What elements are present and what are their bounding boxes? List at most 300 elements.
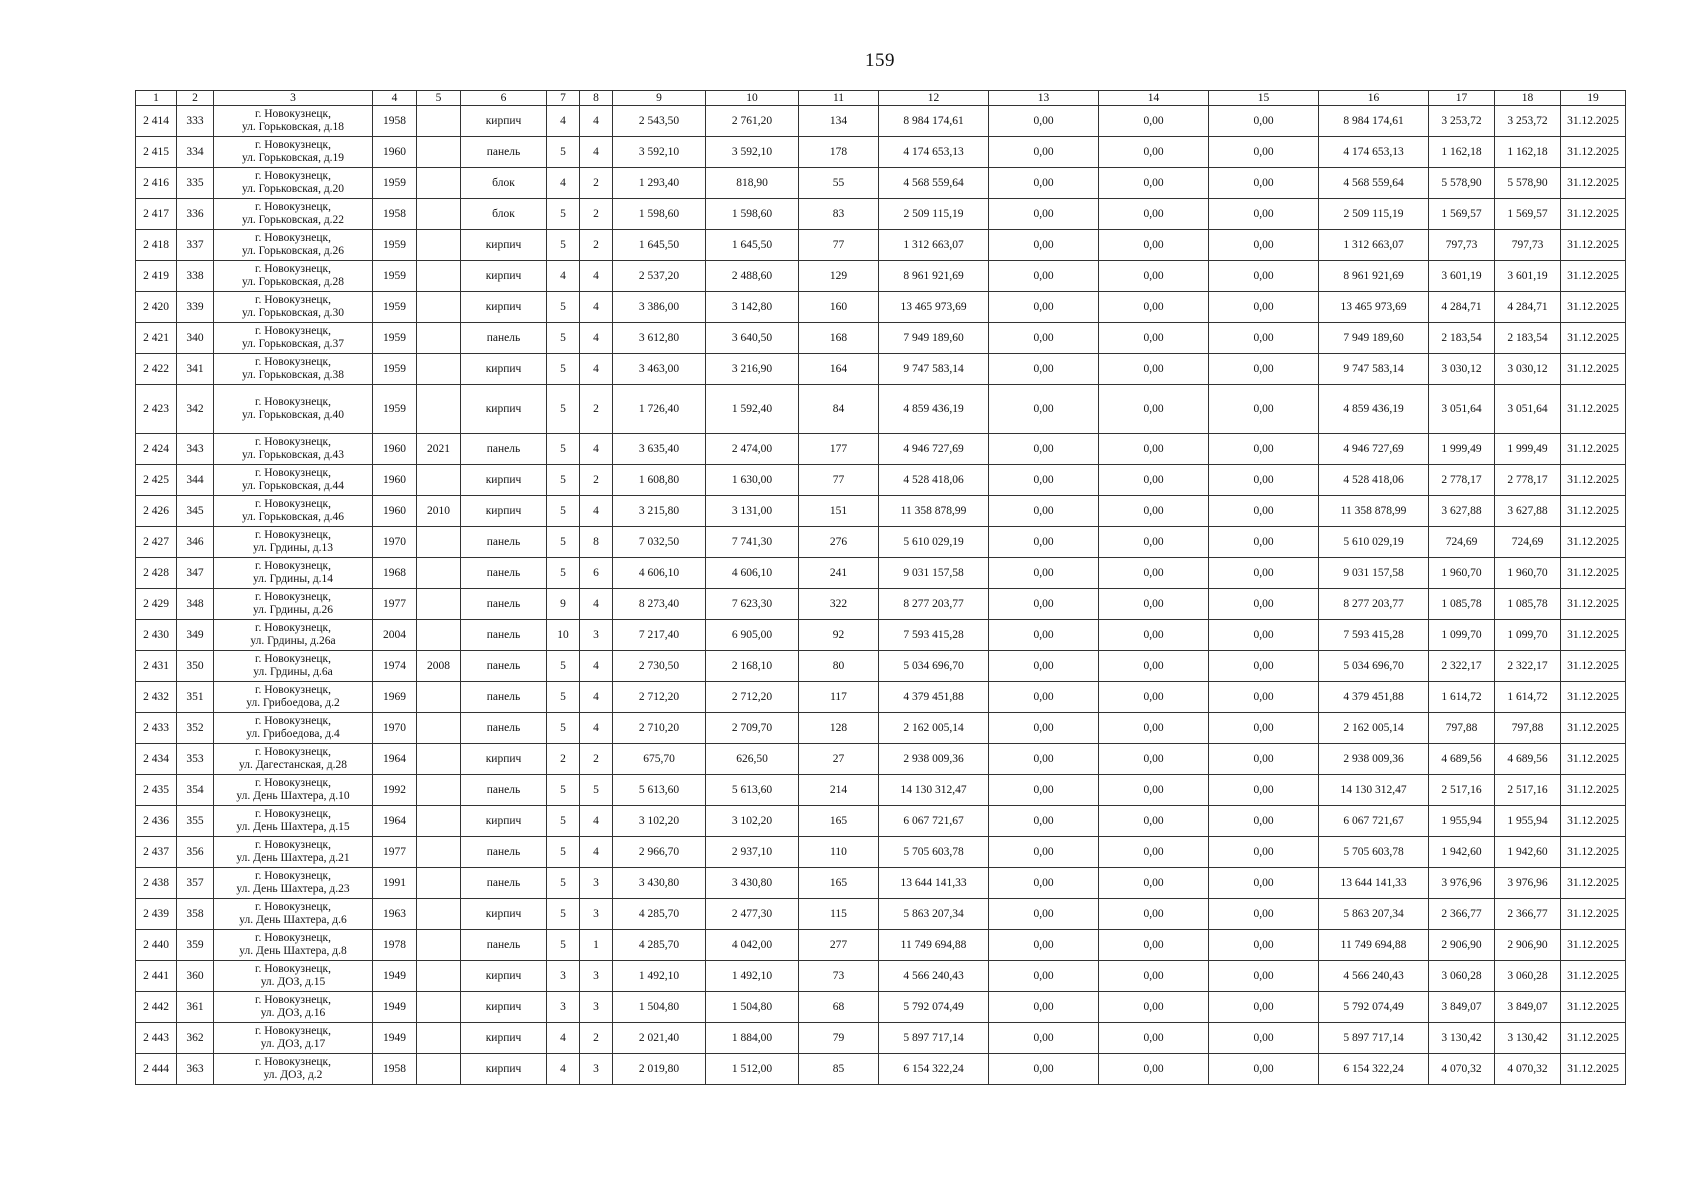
house-number-cell: 351 [177,682,214,713]
house-number-cell: 343 [177,434,214,465]
living-area-cell: 1 492,10 [706,961,799,992]
entrances-cell: 4 [580,261,613,292]
address-cell [214,230,373,261]
cost-col-15-cell: 0,00 [1209,1054,1319,1085]
deadline-date-cell: 31.12.2025 [1561,868,1626,899]
entrances-cell: 4 [580,137,613,168]
unit-cost-cell: 2 778,17 [1429,465,1495,496]
year-renovated-cell [417,261,461,292]
entrances-cell: 4 [580,354,613,385]
house-number-cell: 340 [177,323,214,354]
total-cost-cell: 6 154 322,24 [879,1054,989,1085]
wall-material-cell: кирпич [461,261,547,292]
address-street: ул. День Шахтера, д.10 [236,790,350,802]
living-area-cell: 2 761,20 [706,106,799,137]
cost-col-16-cell: 4 859 436,19 [1319,385,1429,434]
total-area-cell: 2 543,50 [613,106,706,137]
cost-col-13-cell: 0,00 [989,354,1099,385]
cost-col-16-cell: 2 938 009,36 [1319,744,1429,775]
unit-cost-cell: 3 030,12 [1429,354,1495,385]
residents-cell: 77 [799,230,879,261]
cost-col-16-cell: 8 984 174,61 [1319,106,1429,137]
floors-cell: 2 [547,744,580,775]
total-cost-cell: 1 312 663,07 [879,230,989,261]
address-city: г. Новокузнецк, [255,396,331,408]
max-unit-cost-cell: 4 070,32 [1495,1054,1561,1085]
floors-cell: 5 [547,199,580,230]
year-renovated-cell: 2010 [417,496,461,527]
column-header: 6 [461,91,547,106]
address-street: ул. ДОЗ, д.15 [260,976,326,988]
cost-col-14-cell: 0,00 [1099,137,1209,168]
living-area-cell: 2 488,60 [706,261,799,292]
max-unit-cost-cell: 3 130,42 [1495,1023,1561,1054]
deadline-date-cell: 31.12.2025 [1561,1023,1626,1054]
year-built-cell: 1960 [373,465,417,496]
floors-cell: 5 [547,496,580,527]
residents-cell: 117 [799,682,879,713]
house-number-cell: 337 [177,230,214,261]
living-area-cell: 1 645,50 [706,230,799,261]
floors-cell: 5 [547,385,580,434]
cost-col-13-cell: 0,00 [989,323,1099,354]
residents-cell: 84 [799,385,879,434]
total-area-cell: 3 592,10 [613,137,706,168]
deadline-date-cell: 31.12.2025 [1561,527,1626,558]
living-area-cell: 3 102,20 [706,806,799,837]
year-renovated-cell [417,292,461,323]
cost-col-13-cell: 0,00 [989,961,1099,992]
entrances-cell: 2 [580,230,613,261]
year-built-cell: 1963 [373,899,417,930]
cost-col-16-cell: 2 509 115,19 [1319,199,1429,230]
cost-col-16-cell: 11 358 878,99 [1319,496,1429,527]
house-number-cell: 358 [177,899,214,930]
address-cell [214,558,373,589]
deadline-date-cell: 31.12.2025 [1561,620,1626,651]
table-row [136,168,1626,199]
cost-col-14-cell: 0,00 [1099,992,1209,1023]
column-header: 17 [1429,91,1495,106]
max-unit-cost-cell: 1 614,72 [1495,682,1561,713]
house-number-cell: 344 [177,465,214,496]
cost-col-13-cell: 0,00 [989,713,1099,744]
address-street: ул. Горьковская, д.19 [241,152,345,164]
deadline-date-cell: 31.12.2025 [1561,899,1626,930]
address-street: ул. ДОЗ, д.16 [260,1007,326,1019]
wall-material-cell: панель [461,589,547,620]
total-cost-cell: 9 747 583,14 [879,354,989,385]
year-built-cell: 1958 [373,1054,417,1085]
total-area-cell: 3 430,80 [613,868,706,899]
floors-cell: 4 [547,168,580,199]
floors-cell: 5 [547,230,580,261]
address-cell [214,775,373,806]
wall-material-cell: кирпич [461,106,547,137]
address-street: ул. День Шахтера, д.23 [236,883,350,895]
max-unit-cost-cell: 3 060,28 [1495,961,1561,992]
cost-col-15-cell: 0,00 [1209,589,1319,620]
cost-col-16-cell: 6 067 721,67 [1319,806,1429,837]
page-number: 159 [865,50,895,71]
total-cost-cell: 7 949 189,60 [879,323,989,354]
unit-cost-cell: 3 627,88 [1429,496,1495,527]
max-unit-cost-cell: 2 517,16 [1495,775,1561,806]
row-number-cell: 2 414 [136,106,177,137]
table-row [136,199,1626,230]
year-built-cell: 1970 [373,527,417,558]
living-area-cell: 1 598,60 [706,199,799,230]
address-cell [214,385,373,434]
house-number-cell: 356 [177,837,214,868]
max-unit-cost-cell: 2 183,54 [1495,323,1561,354]
cost-col-14-cell: 0,00 [1099,961,1209,992]
row-number-cell: 2 441 [136,961,177,992]
living-area-cell: 4 042,00 [706,930,799,961]
unit-cost-cell: 1 162,18 [1429,137,1495,168]
house-number-cell: 359 [177,930,214,961]
year-built-cell: 1974 [373,651,417,682]
entrances-cell: 5 [580,775,613,806]
cost-col-16-cell: 7 593 415,28 [1319,620,1429,651]
address-street: ул. Дагестанская, д.28 [238,759,348,771]
max-unit-cost-cell: 3 627,88 [1495,496,1561,527]
unit-cost-cell: 3 849,07 [1429,992,1495,1023]
address-cell [214,137,373,168]
address-cell [214,168,373,199]
year-renovated-cell [417,899,461,930]
cost-col-15-cell: 0,00 [1209,496,1319,527]
entrances-cell: 4 [580,106,613,137]
cost-col-14-cell: 0,00 [1099,620,1209,651]
total-cost-cell: 13 644 141,33 [879,868,989,899]
wall-material-cell: панель [461,558,547,589]
entrances-cell: 4 [580,589,613,620]
total-cost-cell: 2 162 005,14 [879,713,989,744]
entrances-cell: 3 [580,992,613,1023]
cost-col-14-cell: 0,00 [1099,1054,1209,1085]
column-header: 11 [799,91,879,106]
year-built-cell: 1978 [373,930,417,961]
max-unit-cost-cell: 1 999,49 [1495,434,1561,465]
wall-material-cell: панель [461,527,547,558]
address-city: г. Новокузнецк, [255,1056,331,1068]
cost-col-15-cell: 0,00 [1209,775,1319,806]
year-built-cell: 1977 [373,837,417,868]
cost-col-14-cell: 0,00 [1099,651,1209,682]
column-header: 10 [706,91,799,106]
total-cost-cell: 7 593 415,28 [879,620,989,651]
residents-cell: 151 [799,496,879,527]
cost-col-15-cell: 0,00 [1209,323,1319,354]
wall-material-cell: панель [461,651,547,682]
year-built-cell: 1959 [373,385,417,434]
year-renovated-cell [417,682,461,713]
address-city: г. Новокузнецк, [255,1025,331,1037]
table-row [136,465,1626,496]
row-number-cell: 2 432 [136,682,177,713]
max-unit-cost-cell: 3 051,64 [1495,385,1561,434]
row-number-cell: 2 426 [136,496,177,527]
total-area-cell: 7 032,50 [613,527,706,558]
cost-col-16-cell: 13 465 973,69 [1319,292,1429,323]
year-renovated-cell [417,137,461,168]
house-number-cell: 354 [177,775,214,806]
cost-col-13-cell: 0,00 [989,1023,1099,1054]
max-unit-cost-cell: 4 284,71 [1495,292,1561,323]
cost-col-15-cell: 0,00 [1209,744,1319,775]
cost-col-14-cell: 0,00 [1099,496,1209,527]
year-built-cell: 1959 [373,261,417,292]
residents-cell: 177 [799,434,879,465]
cost-col-16-cell: 1 312 663,07 [1319,230,1429,261]
floors-cell: 5 [547,558,580,589]
table-row [136,1054,1626,1085]
table-body [136,106,1626,1085]
year-renovated-cell [417,868,461,899]
year-built-cell: 1958 [373,106,417,137]
cost-col-13-cell: 0,00 [989,682,1099,713]
unit-cost-cell: 3 060,28 [1429,961,1495,992]
year-built-cell: 1949 [373,1023,417,1054]
cost-col-16-cell: 9 031 157,58 [1319,558,1429,589]
address-street: ул. День Шахтера, д.8 [239,945,347,957]
cost-col-16-cell: 8 961 921,69 [1319,261,1429,292]
living-area-cell: 3 142,80 [706,292,799,323]
house-number-cell: 362 [177,1023,214,1054]
entrances-cell: 4 [580,837,613,868]
address-cell [214,261,373,292]
house-number-cell: 361 [177,992,214,1023]
residents-cell: 276 [799,527,879,558]
address-street: ул. Грдины, д.6а [253,666,333,678]
cost-col-13-cell: 0,00 [989,137,1099,168]
address-cell [214,354,373,385]
address-city: г. Новокузнецк, [255,870,331,882]
cost-col-13-cell: 0,00 [989,992,1099,1023]
cost-col-16-cell: 2 162 005,14 [1319,713,1429,744]
address-street: ул. Грдины, д.26 [252,604,334,616]
row-number-cell: 2 434 [136,744,177,775]
entrances-cell: 4 [580,434,613,465]
living-area-cell: 3 592,10 [706,137,799,168]
year-renovated-cell [417,930,461,961]
cost-col-13-cell: 0,00 [989,558,1099,589]
max-unit-cost-cell: 3 849,07 [1495,992,1561,1023]
year-built-cell: 1992 [373,775,417,806]
max-unit-cost-cell: 4 689,56 [1495,744,1561,775]
max-unit-cost-cell: 5 578,90 [1495,168,1561,199]
floors-cell: 5 [547,837,580,868]
wall-material-cell: кирпич [461,992,547,1023]
entrances-cell: 8 [580,527,613,558]
cost-col-14-cell: 0,00 [1099,806,1209,837]
cost-col-15-cell: 0,00 [1209,465,1319,496]
max-unit-cost-cell: 1 955,94 [1495,806,1561,837]
unit-cost-cell: 1 569,57 [1429,199,1495,230]
address-street: ул. Горьковская, д.46 [241,511,345,523]
total-area-cell: 3 386,00 [613,292,706,323]
entrances-cell: 2 [580,744,613,775]
table-row [136,261,1626,292]
unit-cost-cell: 5 578,90 [1429,168,1495,199]
cost-col-15-cell: 0,00 [1209,651,1319,682]
row-number-cell: 2 440 [136,930,177,961]
deadline-date-cell: 31.12.2025 [1561,961,1626,992]
address-cell [214,292,373,323]
table-row [136,527,1626,558]
house-number-cell: 357 [177,868,214,899]
total-area-cell: 2 730,50 [613,651,706,682]
address-city: г. Новокузнецк, [255,715,331,727]
max-unit-cost-cell: 1 960,70 [1495,558,1561,589]
cost-col-13-cell: 0,00 [989,434,1099,465]
entrances-cell: 2 [580,168,613,199]
cost-col-14-cell: 0,00 [1099,354,1209,385]
row-number-cell: 2 431 [136,651,177,682]
address-cell [214,1054,373,1085]
floors-cell: 5 [547,434,580,465]
address-city: г. Новокузнецк, [255,436,331,448]
table-row [136,354,1626,385]
cost-col-16-cell: 5 610 029,19 [1319,527,1429,558]
cost-col-13-cell: 0,00 [989,261,1099,292]
address-cell [214,106,373,137]
column-header: 15 [1209,91,1319,106]
living-area-cell: 1 884,00 [706,1023,799,1054]
total-area-cell: 5 613,60 [613,775,706,806]
row-number-cell: 2 416 [136,168,177,199]
table-row [136,713,1626,744]
address-city: г. Новокузнецк, [255,591,331,603]
total-cost-cell: 6 067 721,67 [879,806,989,837]
table-row [136,106,1626,137]
deadline-date-cell: 31.12.2025 [1561,465,1626,496]
year-built-cell: 1959 [373,354,417,385]
year-built-cell: 1959 [373,323,417,354]
address-cell [214,434,373,465]
deadline-date-cell: 31.12.2025 [1561,323,1626,354]
deadline-date-cell: 31.12.2025 [1561,992,1626,1023]
max-unit-cost-cell: 1 569,57 [1495,199,1561,230]
floors-cell: 5 [547,868,580,899]
address-street: ул. Горьковская, д.30 [241,307,345,319]
wall-material-cell: панель [461,323,547,354]
total-area-cell: 2 019,80 [613,1054,706,1085]
residents-cell: 128 [799,713,879,744]
total-area-cell: 2 712,20 [613,682,706,713]
table-row [136,620,1626,651]
address-city: г. Новокузнецк, [255,263,331,275]
row-number-cell: 2 433 [136,713,177,744]
deadline-date-cell: 31.12.2025 [1561,496,1626,527]
wall-material-cell: кирпич [461,496,547,527]
wall-material-cell: панель [461,434,547,465]
unit-cost-cell: 4 284,71 [1429,292,1495,323]
address-city: г. Новокузнецк, [255,653,331,665]
unit-cost-cell: 1 955,94 [1429,806,1495,837]
cost-col-16-cell: 5 705 603,78 [1319,837,1429,868]
floors-cell: 5 [547,292,580,323]
year-built-cell: 1977 [373,589,417,620]
table-row [136,496,1626,527]
floors-cell: 4 [547,261,580,292]
cost-col-16-cell: 5 863 207,34 [1319,899,1429,930]
deadline-date-cell: 31.12.2025 [1561,1054,1626,1085]
wall-material-cell: блок [461,168,547,199]
total-cost-cell: 5 792 074,49 [879,992,989,1023]
year-built-cell: 1959 [373,230,417,261]
column-header: 13 [989,91,1099,106]
cost-col-15-cell: 0,00 [1209,837,1319,868]
cost-col-15-cell: 0,00 [1209,930,1319,961]
deadline-date-cell: 31.12.2025 [1561,230,1626,261]
cost-col-14-cell: 0,00 [1099,465,1209,496]
year-renovated-cell [417,527,461,558]
cost-col-14-cell: 0,00 [1099,930,1209,961]
total-cost-cell: 4 946 727,69 [879,434,989,465]
entrances-cell: 4 [580,496,613,527]
address-cell [214,465,373,496]
table-row [136,806,1626,837]
year-renovated-cell: 2021 [417,434,461,465]
total-cost-cell: 14 130 312,47 [879,775,989,806]
cost-col-15-cell: 0,00 [1209,199,1319,230]
unit-cost-cell: 1 942,60 [1429,837,1495,868]
table-row [136,385,1626,434]
address-cell [214,713,373,744]
year-built-cell: 2004 [373,620,417,651]
cost-col-13-cell: 0,00 [989,106,1099,137]
address-street: ул. ДОЗ, д.2 [263,1069,323,1081]
unit-cost-cell: 4 689,56 [1429,744,1495,775]
year-renovated-cell [417,837,461,868]
year-renovated-cell: 2008 [417,651,461,682]
deadline-date-cell: 31.12.2025 [1561,651,1626,682]
address-city: г. Новокузнецк, [255,839,331,851]
address-city: г. Новокузнецк, [255,808,331,820]
wall-material-cell: кирпич [461,354,547,385]
unit-cost-cell: 3 601,19 [1429,261,1495,292]
cost-col-15-cell: 0,00 [1209,385,1319,434]
unit-cost-cell: 2 366,77 [1429,899,1495,930]
year-built-cell: 1964 [373,744,417,775]
cost-col-15-cell: 0,00 [1209,868,1319,899]
year-renovated-cell [417,806,461,837]
cost-col-13-cell: 0,00 [989,744,1099,775]
residents-cell: 129 [799,261,879,292]
max-unit-cost-cell: 797,73 [1495,230,1561,261]
unit-cost-cell: 2 906,90 [1429,930,1495,961]
address-city: г. Новокузнецк, [255,170,331,182]
living-area-cell: 3 131,00 [706,496,799,527]
address-cell [214,651,373,682]
address-street: ул. Грибоедова, д.2 [246,697,340,709]
cost-col-15-cell: 0,00 [1209,106,1319,137]
residents-cell: 214 [799,775,879,806]
living-area-cell: 1 504,80 [706,992,799,1023]
address-street: ул. ДОЗ, д.17 [260,1038,326,1050]
max-unit-cost-cell: 3 601,19 [1495,261,1561,292]
total-area-cell: 1 504,80 [613,992,706,1023]
cost-col-16-cell: 7 949 189,60 [1319,323,1429,354]
cost-col-13-cell: 0,00 [989,496,1099,527]
house-number-cell: 341 [177,354,214,385]
max-unit-cost-cell: 1 099,70 [1495,620,1561,651]
unit-cost-cell: 2 517,16 [1429,775,1495,806]
living-area-cell: 7 741,30 [706,527,799,558]
row-number-cell: 2 420 [136,292,177,323]
